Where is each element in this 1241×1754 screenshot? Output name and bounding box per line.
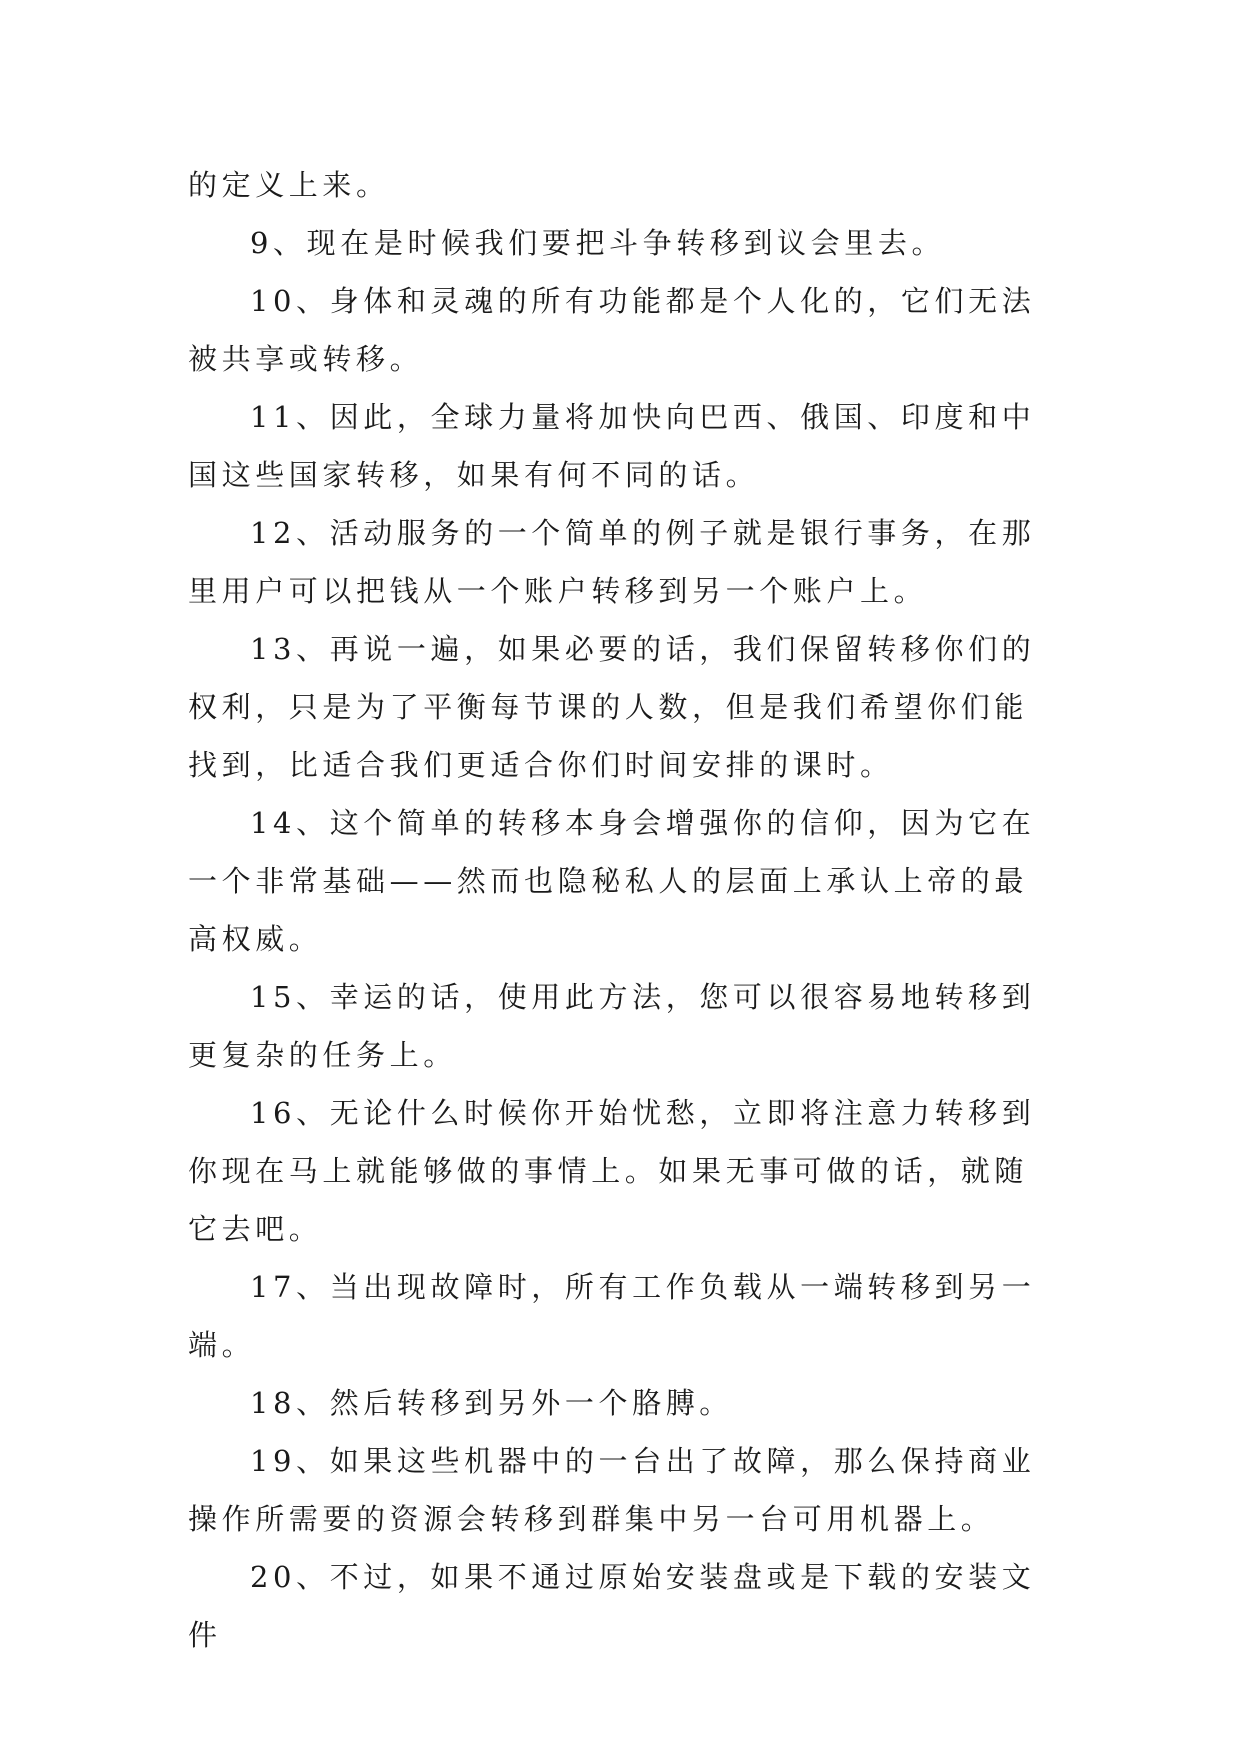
paragraph-item-10: 10、身体和灵魂的所有功能都是个人化的，它们无法被共享或转移。 [188,284,1036,376]
paragraph-item-17: 17、当出现故障时，所有工作负载从一端转移到另一端。 [188,1270,1036,1362]
paragraph-item-19: 19、如果这些机器中的一台出了故障，那么保持商业操作所需要的资源会转移到群集中另一台可用机器上。 [188,1444,1036,1536]
paragraph-item-16: 16、无论什么时候你开始忧愁，立即将注意力转移到你现在马上就能够做的事情上。如果无事可做的话，就随它去吧。 [188,1096,1036,1246]
paragraph-item-11: 11、因此，全球力量将加快向巴西、俄国、印度和中国这些国家转移，如果有何不同的话。 [188,400,1036,492]
paragraph-item-9: 9、现在是时候我们要把斗争转移到议会里去。 [250,226,946,260]
paragraph-continuation: 的定义上来。 [188,168,390,202]
paragraph-item-20: 20、不过，如果不通过原始安装盘或是下载的安装文件 [188,1560,1036,1652]
document-body [188,156,1056,1664]
paragraph-item-12: 12、活动服务的一个简单的例子就是银行事务，在那里用户可以把钱从一个账户转移到另一个账户上。 [188,516,1036,608]
paragraph-item-18: 18、然后转移到另外一个胳膊。 [250,1386,733,1420]
paragraph-item-15: 15、幸运的话，使用此方法，您可以很容易地转移到更复杂的任务上。 [188,980,1036,1072]
paragraph-item-13: 13、再说一遍，如果必要的话，我们保留转移你们的权利，只是为了平衡每节课的人数，但是我们希望你们能找到，比适合我们更适合你们时间安排的课时。 [188,632,1036,782]
paragraph-item-14: 14、这个简单的转移本身会增强你的信仰，因为它在一个非常基础——然而也隐秘私人的层面上承认上帝的最高权威。 [188,806,1036,956]
